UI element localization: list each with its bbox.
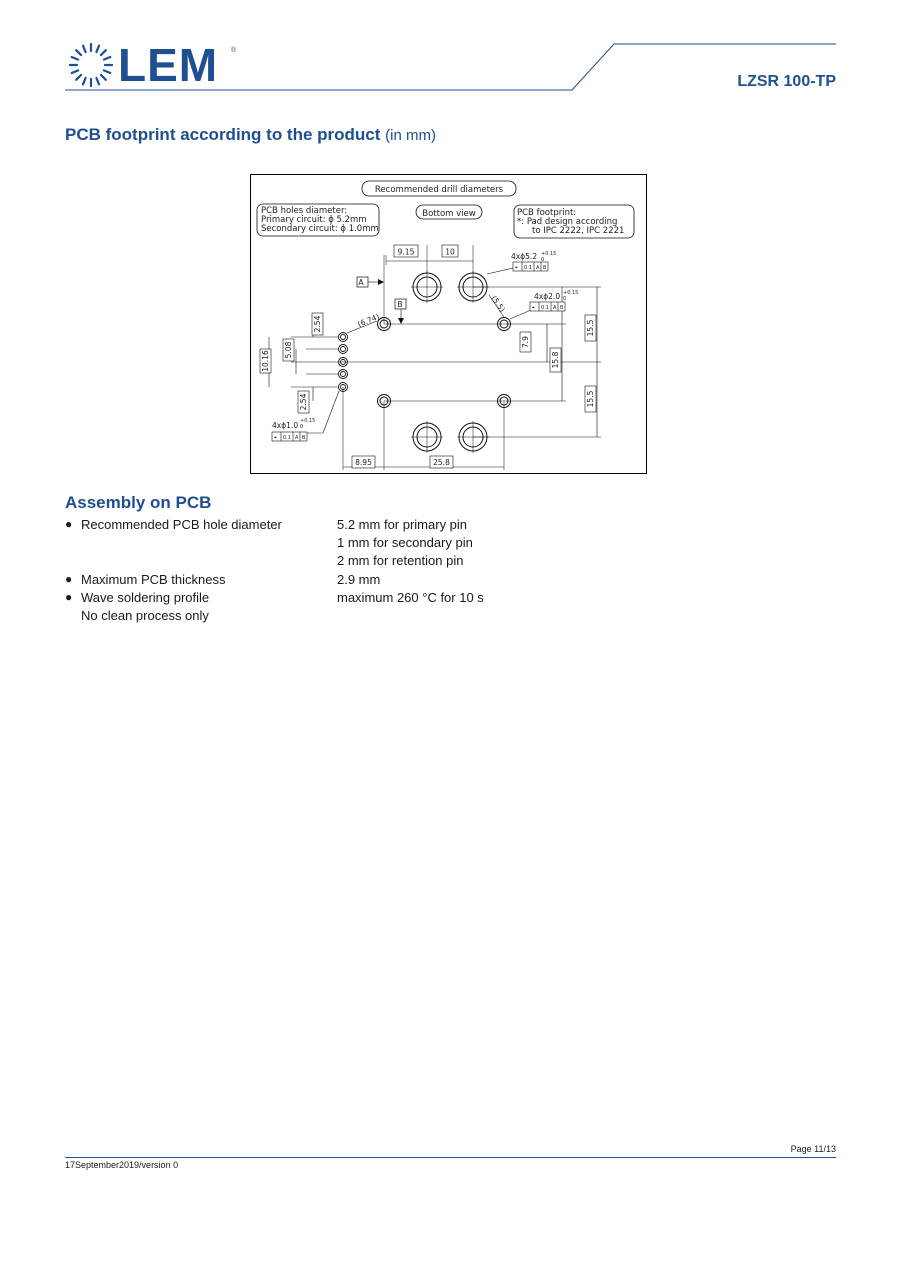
drawing-canvas (251, 175, 648, 475)
item-value: 5.2 mm for primary pin (337, 517, 468, 532)
footprint-title-text: PCB footprint according to the product (65, 125, 381, 144)
callout-retention-qty: 4xϕ2.0 (534, 292, 561, 301)
dim-6-74: (6.74) (356, 312, 381, 329)
footprint-section-title (65, 125, 436, 145)
dim-2-54-bot: 2.54 (299, 393, 308, 411)
dim-8-95: 8.95 (355, 458, 372, 467)
pcb-footprint-drawing (250, 174, 647, 474)
callout-secondary-qty: 4xϕ1.0 (272, 421, 299, 430)
process-note: No clean process only (81, 607, 209, 623)
footprint-unit: (in mm) (385, 127, 436, 144)
product-name: LZSR 100-TP (737, 73, 836, 90)
callout-secondary-symbol: ⌖ (274, 435, 277, 441)
item-label: Recommended PCB hole diameter (81, 517, 282, 532)
registered-mark: ® (231, 47, 237, 54)
item-value: maximum 260 °C for 10 s (337, 589, 484, 605)
document-version: 17September2019/version 0 (65, 1160, 179, 1170)
callout-retention-datum-b: B (560, 305, 564, 311)
footprint-note-line-1: PCB footprint: (517, 208, 577, 218)
callout-retention-datum-a: A (553, 305, 557, 311)
callout-retention-tol-lower: 0 (563, 296, 567, 302)
callout-retention-tol-upper: +0.15 (563, 290, 579, 296)
dim-7-9: 7.9 (521, 336, 530, 348)
datum-b: B (397, 300, 403, 309)
item-value: 1 mm for secondary pin (337, 535, 473, 551)
callout-retention-symbol: ⌖ (532, 305, 535, 311)
assembly-section-title: Assembly on PCB (65, 493, 212, 512)
dim-15-8: 15.8 (551, 351, 560, 369)
datum-a: A (358, 278, 364, 287)
holes-note-line-3: Secondary circuit: ϕ 1.0mm (261, 224, 379, 234)
bullet: ● (65, 571, 73, 586)
holes-note-line-2: Primary circuit: ϕ 5.2mm (261, 215, 367, 225)
callout-primary-qty: 4xϕ5.2 (511, 252, 538, 261)
bullet: ● (65, 517, 73, 531)
footprint-note-line-2: *: Pad design according (517, 217, 618, 227)
callout-secondary-value: 0.1 (283, 435, 291, 441)
footer-rule (65, 1157, 836, 1158)
callout-primary-symbol: ⌖ (515, 265, 518, 271)
callout-secondary-tol-lower: 0 (300, 424, 304, 430)
dim-10: 10 (445, 247, 455, 257)
callout-primary-datum-b: B (543, 265, 547, 271)
callout-secondary-datum-b: B (302, 435, 306, 441)
item-label: Maximum PCB thickness (81, 571, 226, 587)
dim-15-5-top: 15.5 (586, 319, 595, 337)
item-label: Wave soldering profile (81, 589, 210, 605)
page-number: Page 11/13 (790, 1144, 836, 1154)
view-label: Bottom view (422, 209, 476, 219)
holes-note-line-1: PCB holes diameter: (261, 206, 348, 216)
drill-title: Recommended drill diameters (374, 185, 504, 195)
callout-primary-tol-upper: +0.15 (541, 251, 557, 257)
dim-25-8: 25.8 (433, 458, 450, 467)
dim-2-54-top: 2.54 (313, 315, 322, 333)
callout-secondary-tol-upper: +0.15 (300, 418, 316, 424)
callout-secondary-datum-a: A (295, 435, 299, 441)
item-value: 2.9 mm (337, 571, 381, 587)
dim-5-5: (5.5) (489, 293, 507, 314)
footprint-note-line-3: to IPC 2222, IPC 2221 (532, 226, 625, 236)
callout-primary-datum-a: A (536, 265, 540, 271)
dim-9-15: 9.15 (397, 247, 415, 257)
dim-5-08: 5.08 (284, 341, 293, 359)
brand-name: LEM (118, 39, 219, 91)
lem-logo-sunburst-icon (66, 40, 116, 90)
dim-15-5-bot: 15.5 (586, 390, 595, 408)
dimension-boxes (260, 245, 596, 468)
callout-primary-value: 0.1 (524, 265, 532, 271)
bullet: ● (65, 589, 73, 604)
retention-holes (378, 318, 511, 408)
item-value: 2 mm for retention pin (337, 553, 464, 569)
callout-primary-tol-lower: 0 (541, 257, 545, 263)
dim-10-16: 10.16 (261, 350, 270, 372)
callout-retention-value: 0.1 (541, 305, 549, 311)
